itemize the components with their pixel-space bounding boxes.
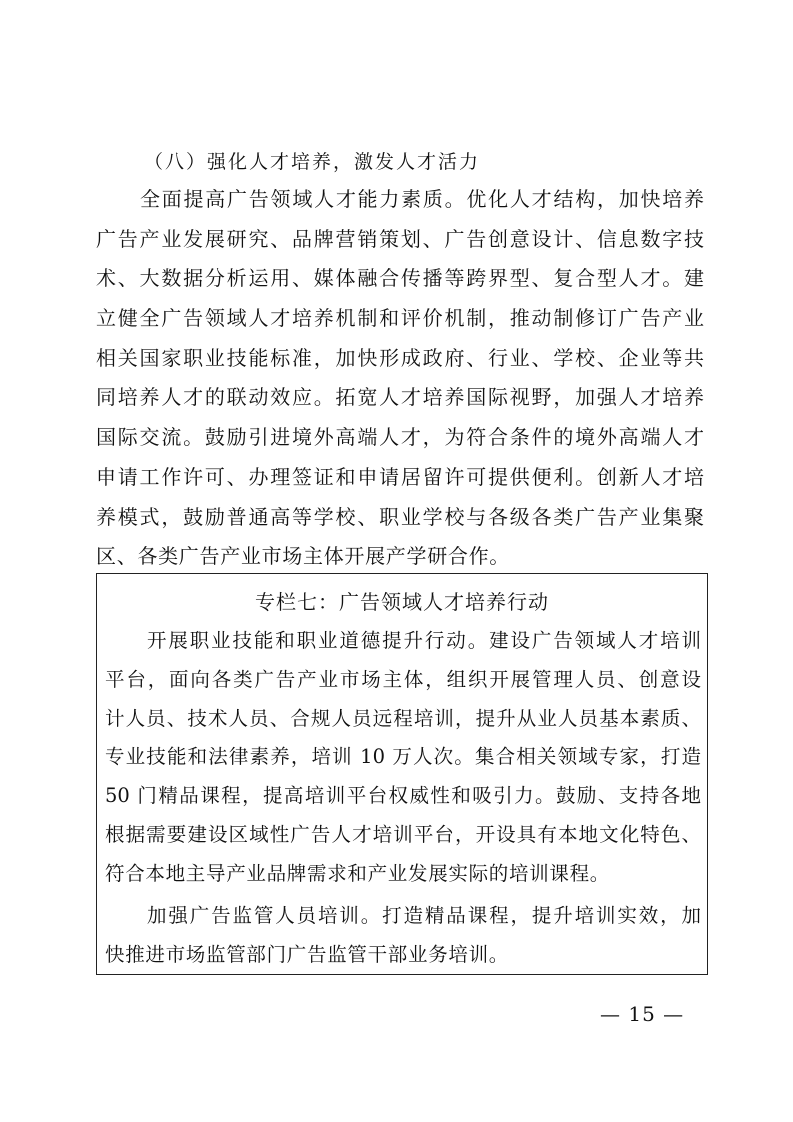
column-box-title: 专栏七：广告领域人才培养行动 [255,590,549,614]
text-line: 快推进市场监管部门广告监管干部业务培训。 [105,942,510,966]
section-heading: （八）强化人才培养，激发人才活力 [144,151,481,173]
text-line: 同培养人才的联动效应。拓宽人才培养国际视野，加强人才培养 [96,385,704,410]
body-paragraph [96,180,704,577]
text-line: 全面提高广告领域人才能力素质。优化人才结构，加快培养 [140,187,704,211]
text-line: 专业技能和法律素养，培训 10 万人次。集合相关领域专家，打造 [105,745,701,769]
column-box-paragraph [105,897,701,975]
text-line: 符合本地主导产业品牌需求和产业发展实际的培训课程。 [105,861,611,885]
text-line: 立健全广告领域人才培养机制和评价机制，推动制修订广告产业 [96,306,704,331]
text-line: 区、各类广告产业市场主体开展产学研合作。 [96,544,510,569]
text-line: 相关国家职业技能标准，加快形成政府、行业、学校、企业等共 [96,345,704,370]
text-line: 加强广告监管人员培训。打造精品课程，提升培训实效，加 [147,904,701,927]
text-line: 广告产业发展研究、品牌营销策划、广告创意设计、信息数字技 [96,226,704,251]
page-number: — 15 — [600,1002,685,1026]
text-line: 术、大数据分析运用、媒体融合传播等跨界型、复合型人才。建 [96,266,704,291]
column-box [96,573,708,975]
text-line: 国际交流。鼓励引进境外高端人才，为符合条件的境外高端人才 [96,425,704,450]
text-line: 根据需要建设区域性广告人才培训平台，开设具有本地文化特色、 [105,822,701,846]
text-line: 计人员、技术人员、合规人员远程培训，提升从业人员基本素质、 [105,706,701,730]
text-line: 开展职业技能和职业道德提升行动。建设广告领域人才培训 [147,629,701,652]
text-line: 养模式，鼓励普通高等学校、职业学校与各级各类广告产业集聚 [96,504,704,529]
text-line: 申请工作许可、办理签证和申请居留许可提供便利。创新人才培 [96,464,704,489]
text-line: 平台，面向各类广告产业市场主体，组织开展管理人员、创意设 [105,667,701,691]
text-line: 50 门精品课程，提高培训平台权威性和吸引力。鼓励、支持各地 [105,784,701,808]
column-box-paragraph [105,622,701,894]
